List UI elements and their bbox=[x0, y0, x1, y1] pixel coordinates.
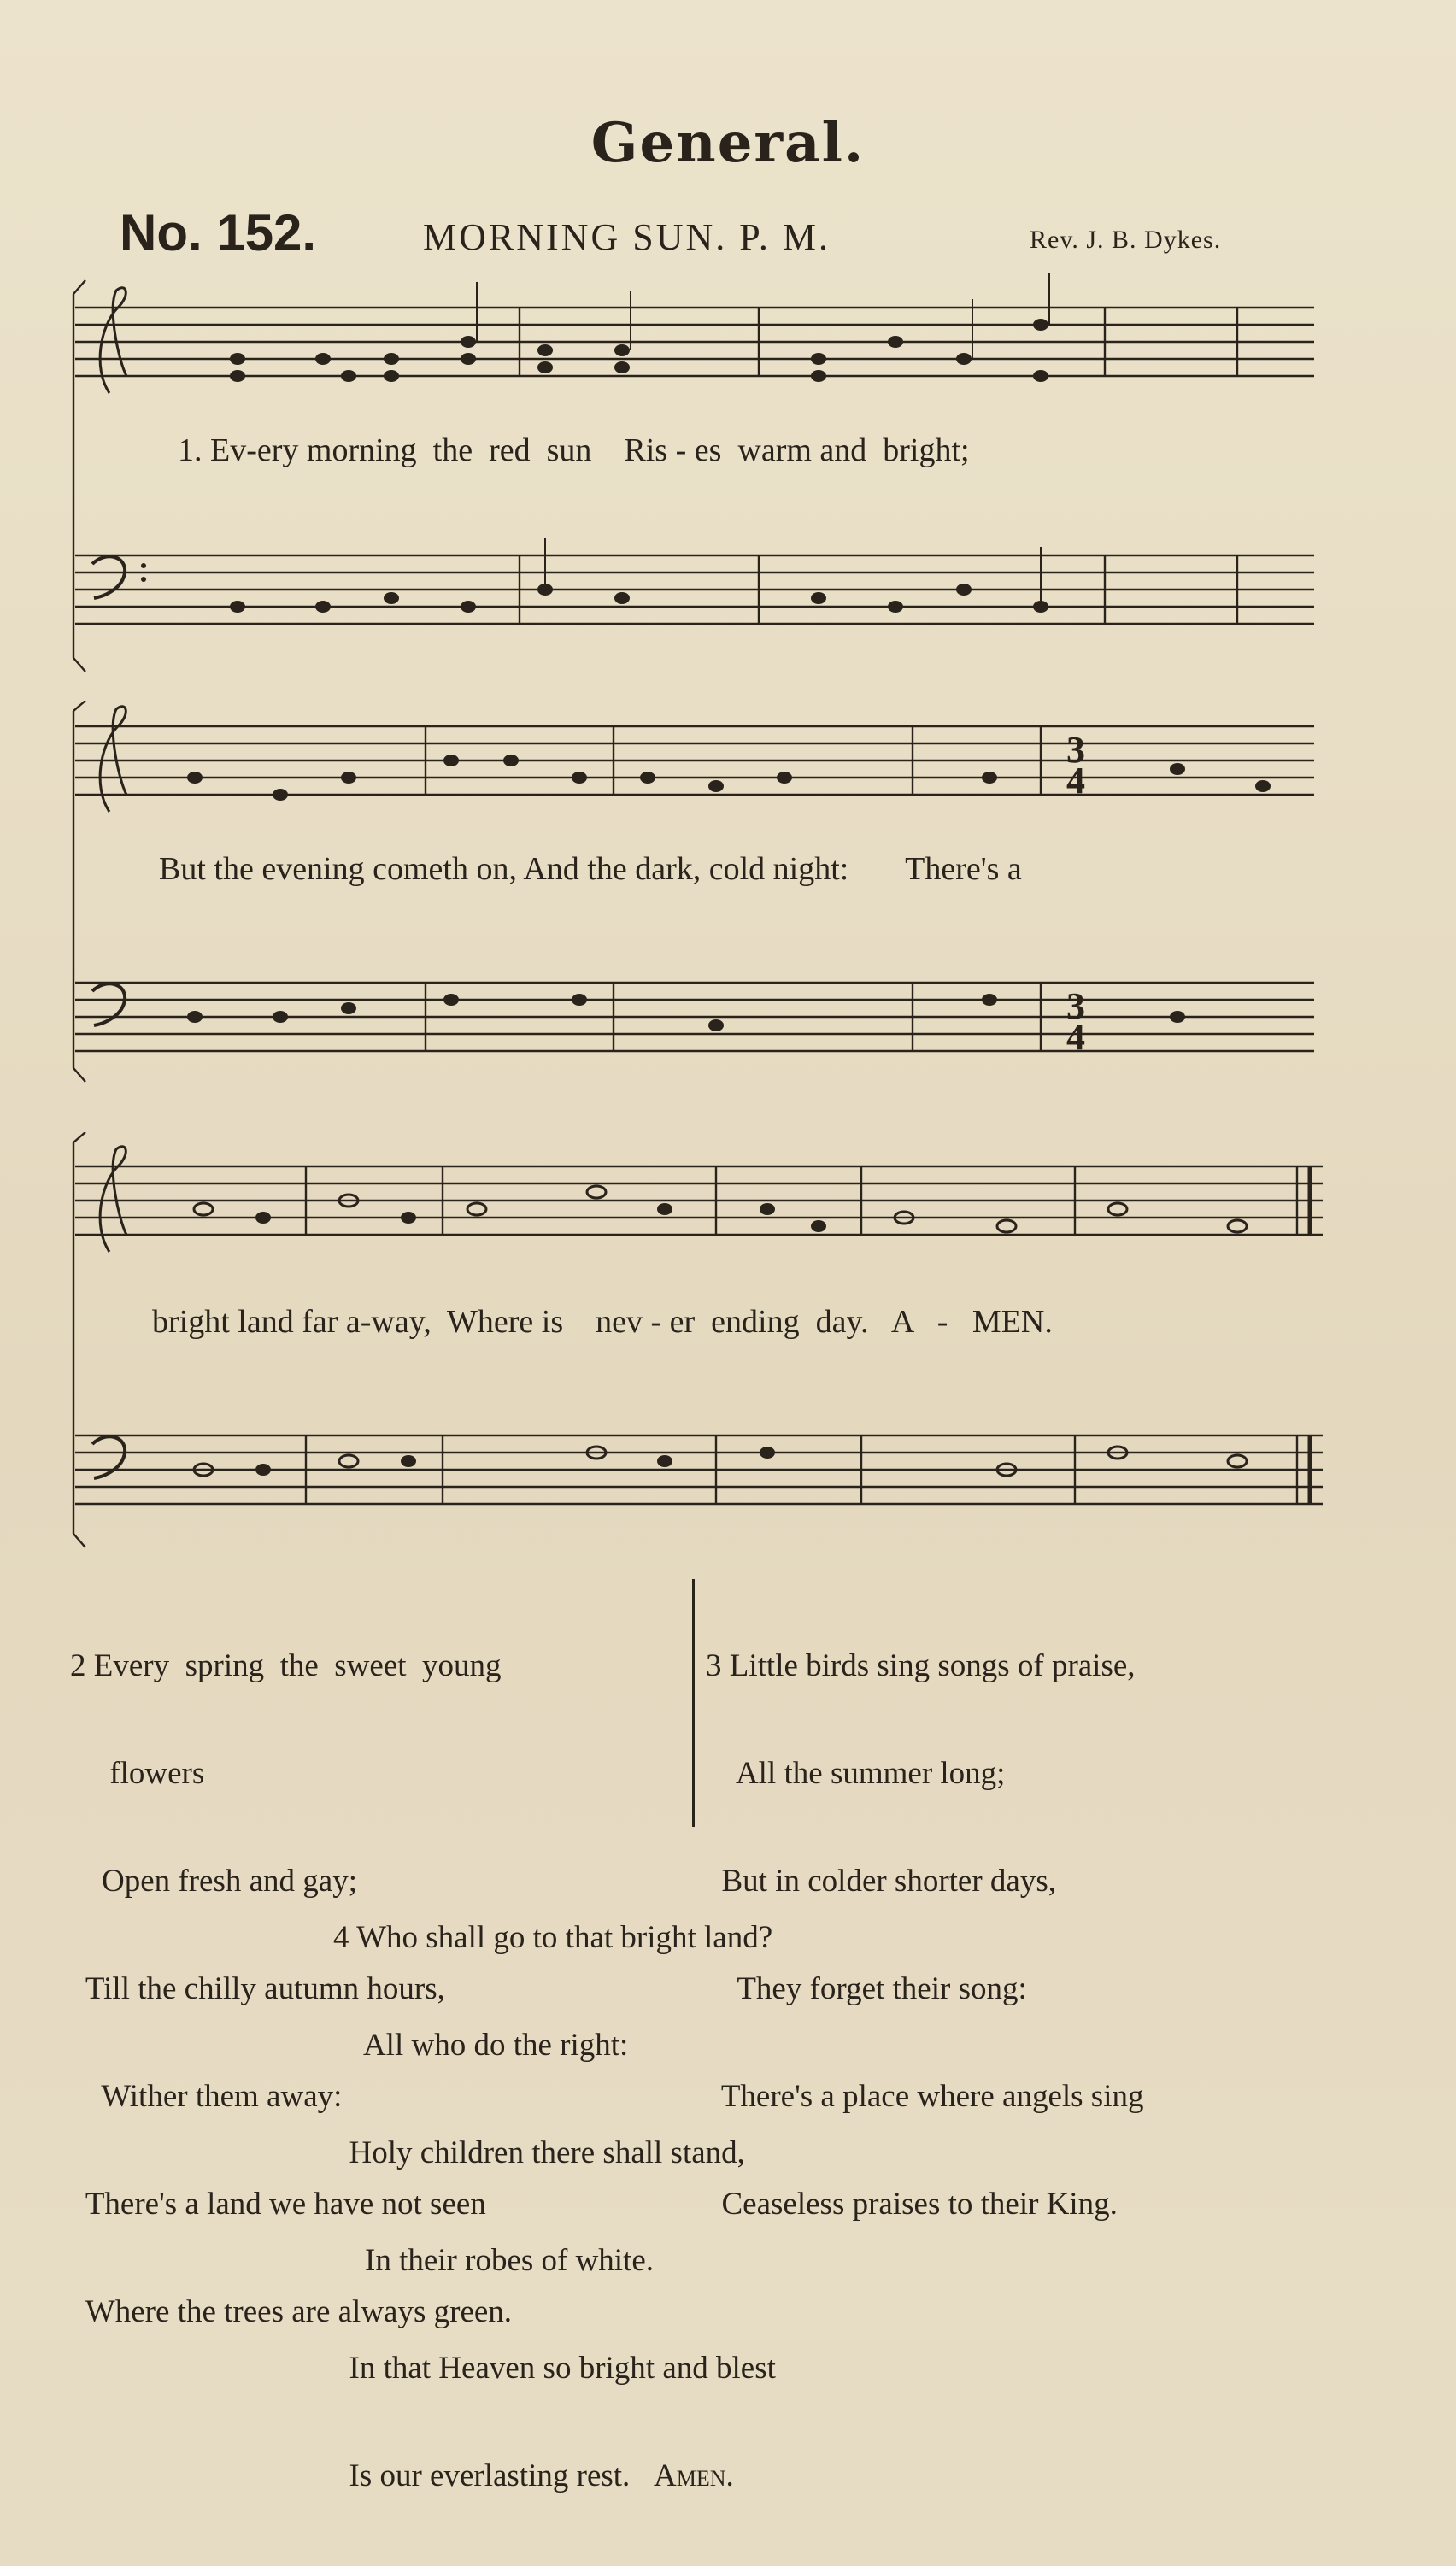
music-system-2 bbox=[67, 701, 1331, 1085]
music-system-3 bbox=[67, 1132, 1331, 1559]
verse-4-line: In that Heaven so bright and blest bbox=[333, 2351, 776, 2386]
verse-3-line: They forget their song: bbox=[706, 1971, 1027, 2006]
verse-4-line: 4 Who shall go to that bright land? bbox=[333, 1920, 773, 1955]
verse-divider bbox=[692, 1579, 695, 1827]
verse-4-line: All who do the right: bbox=[333, 2028, 629, 2063]
verse-3-line: There's a place where angels sing bbox=[706, 2079, 1144, 2114]
svg-text:3: 3 bbox=[1066, 729, 1085, 771]
verse-4-last-line bbox=[333, 2458, 776, 2494]
staff-system-1 bbox=[67, 273, 1331, 675]
verse-2-line: 2 Every spring the sweet young bbox=[70, 1648, 502, 1683]
amen-label: Amen. bbox=[654, 2458, 734, 2493]
verse-4 bbox=[333, 1848, 776, 2566]
staff-system-3 bbox=[67, 1132, 1331, 1559]
verse-3-line: All the summer long; bbox=[706, 1756, 1006, 1791]
verse-2-line: Open fresh and gay; bbox=[70, 1864, 357, 1899]
music-system-1 bbox=[67, 273, 1331, 675]
verse-3-line: Ceaseless praises to their King. bbox=[706, 2187, 1118, 2222]
verse-2-line: Wither them away: bbox=[70, 2079, 343, 2114]
composer-credit: Rev. J. B. Dykes. bbox=[1030, 226, 1222, 254]
lyric-line-3: bright land far a-way, Where is nev - er ending day. A - MEN. bbox=[152, 1304, 1053, 1340]
verse-2-line: flowers bbox=[70, 1756, 205, 1791]
hymn-number: No. 152. bbox=[120, 204, 317, 261]
lyric-line-1: 1. Ev-ery morning the red sun Ris - es warm and bright; bbox=[178, 432, 970, 468]
svg-text:4: 4 bbox=[1066, 1016, 1085, 1058]
svg-text:4: 4 bbox=[1066, 760, 1085, 802]
verse-2-line: Till the chilly autumn hours, bbox=[70, 1971, 445, 2006]
verse-2-line: There's a land we have not seen bbox=[70, 2187, 486, 2222]
verse-3-line: 3 Little birds sing songs of praise, bbox=[706, 1648, 1136, 1683]
verse-4-line: In their robes of white. bbox=[333, 2243, 655, 2278]
section-title: General. bbox=[590, 111, 866, 175]
staff-system-2 bbox=[67, 701, 1331, 1085]
hymn-title-line bbox=[120, 203, 1316, 263]
verse-4-text: Is our everlasting rest. bbox=[333, 2458, 631, 2493]
tune-name: MORNING SUN. P. M. bbox=[423, 216, 831, 258]
verse-4-line: Holy children there shall stand, bbox=[333, 2135, 745, 2170]
verse-2-line: Where the trees are always green. bbox=[70, 2294, 513, 2329]
svg-text:3: 3 bbox=[1066, 985, 1085, 1027]
lyric-line-2: But the evening cometh on, And the dark, cold night: There's a bbox=[159, 851, 1022, 887]
verse-3-line: But in colder shorter days, bbox=[706, 1864, 1056, 1899]
